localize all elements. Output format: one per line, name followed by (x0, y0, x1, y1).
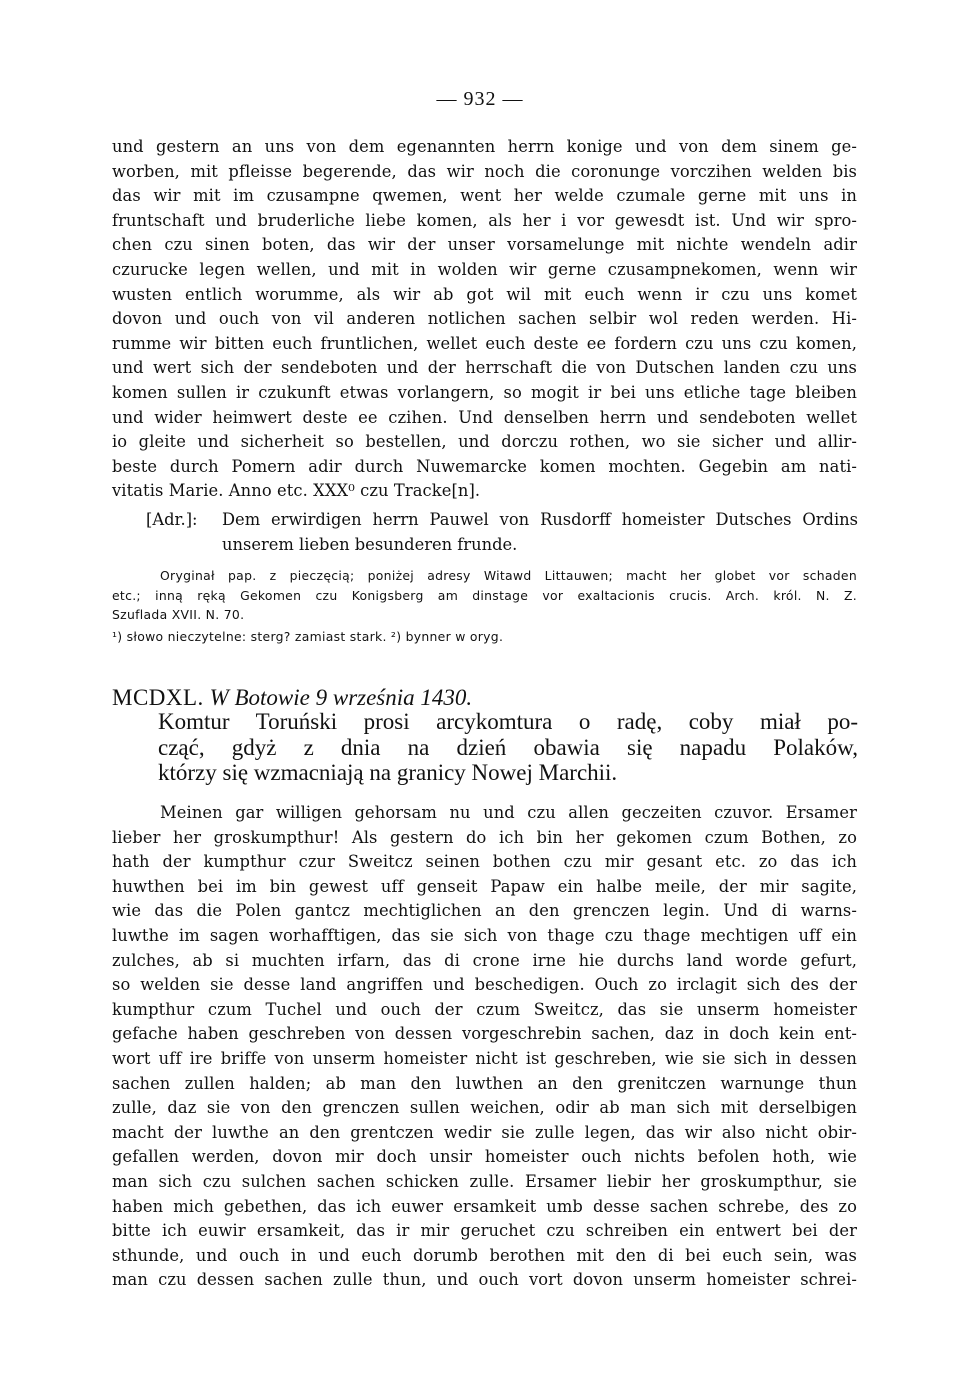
text-line: beste durch Pomern adir durch Nuwemarcke komen mochten. Gegebin am nati- (112, 456, 857, 476)
text-line: fruntschaft und bruderliche liebe komen, als her i vor gewesdt ist. Und wir spro- (112, 210, 857, 230)
summary-line: którzy się wzmacniają na granicy Nowej Marchii. (158, 760, 618, 785)
source-note (112, 566, 857, 625)
text-line: czurucke legen wellen, und mit in wolden wir gerne czusampnekomen, wenn wir (112, 259, 857, 279)
text-line: und wert sich der sendeboten und der herrschaft die von Dutschen landen czu uns (112, 358, 857, 378)
text-line: worben, mit pfleisse begerende, das wir noch die coronunge vorczihen welden bis (112, 161, 857, 181)
address-line: Dem erwirdigen herrn Pauwel von Rusdorff homeister Dutsches Ordins (222, 510, 858, 529)
text-line: hath der kumpthur czur Sweitcz seinen bothen czu mir gesant etc. zo das ich (112, 852, 857, 872)
note-line: etc.; inną ręką Gekomen czu Konigsberg am dinstage vor exaltacionis crucis. Arch. król. N. Z. (112, 587, 857, 603)
address-line: unserem lieben besunderen frunde. (222, 534, 518, 554)
text-line: kumpthur czum Tuchel und ouch der czum Sweitcz, das sie unserm homeister (112, 999, 857, 1019)
text-line: komen sullen ir czukunft etwas vorlangern, so mogit ir bei uns etliche tage bleiben (112, 382, 857, 402)
text-line: chen czu sinen boten, das wir der unser vorsamelunge mit nichte wendeln adir (112, 235, 857, 255)
text-line: lieber her groskumpthur! Als gestern do ich bin her gekomen czum Bothen, zo (112, 827, 857, 847)
footnote-line: ¹) słowo nieczytelne: sterg? zamiast stark. ²) bynner w oryg. (112, 629, 504, 644)
note-line: Szuflada XVII. N. 70. (112, 607, 245, 622)
text-line: bitte ich euwir ersamkeit, das ir mir geruchet czu schreiben ein entwert bei der (112, 1221, 857, 1241)
text-line: luwthe im sagen worhafftigen, das sie sich von thage czu thage mechtigen uff ein (112, 925, 857, 945)
footnotes (112, 627, 857, 647)
text-line: haben mich gebethen, das ich euwer ersamkeit umb desse sachen schrebe, des zo (112, 1196, 857, 1216)
document-number: MCDXL. (112, 685, 204, 710)
text-line: macht der luwthe an den grentczen wedir sie zulle legen, das wir also nicht obir- (112, 1122, 857, 1142)
document-place-date: W Botowie 9 września 1430. (209, 685, 473, 710)
text-line: so welden sie desse land angriffen und beschedigen. Ouch zo irclagit sich des der (112, 975, 857, 995)
note-line: Oryginał pap. z pieczęcią; poniżej adresy Witawd Littauwen; macht her globet vor schaden (160, 568, 857, 583)
text-line: zulches, ab si muchten irfarn, das di crone irne hie durchs land worde gefurt, (112, 950, 857, 970)
text-line: rumme wir bitten euch fruntlichen, wellet euch deste ee fordern czu uns czu komen, (112, 333, 857, 353)
text-line: sachen zullen halden; ab man den luwthen an den grenitczen warnunge thun (112, 1073, 857, 1093)
text-line: Meinen gar willigen gehorsam nu und czu allen geczeiten czuvor. Ersamer (160, 803, 857, 822)
text-line: man sich czu sulchen sachen schicken zulle. Ersamer liebir her groskumpthur, sie (112, 1171, 857, 1191)
document-heading (112, 684, 872, 711)
text-line: io gleite und sicherheit so bestellen, und dorczu rothen, wo sie sicher und allir- (112, 432, 857, 452)
text-line: sthunde, und ouch in und euch dorumb berothen mit den di bei euch sein, was (112, 1245, 857, 1265)
text-line: wie das die Polen gantcz mechtiglichen an den grenczen legin. Und di warns- (112, 901, 857, 921)
page-number: — 932 — (436, 88, 524, 110)
text-line: wusten entlich worumme, als wir ab got wil mit euch wenn ir czu uns komet (112, 284, 857, 304)
text-line: und wider heimwert deste ee czihen. Und denselben herrn und sendeboten wellet (112, 407, 857, 427)
text-line: huwthen bei im bin gewest uff genseit Papaw ein halbe meile, der mir sagite, (112, 876, 857, 896)
text-line: dovon und ouch von vil anderen notlichen sachen selbir wol reden werden. Hi- (112, 309, 857, 329)
document-summary (158, 709, 858, 786)
summary-line: Komtur Toruński prosi arcykomtura o radę, coby miał po- (158, 709, 858, 734)
text-line: zulle, daz sie von den grenczen sullen weichen, odir ab man sich mit derselbigen (112, 1098, 857, 1118)
document-body (112, 801, 857, 1293)
address-label: [Adr.]: (146, 510, 198, 529)
text-line: das wir mit im czusampne qwemen, went her welde czumale gerne mit uns in (112, 186, 857, 206)
text-line: gefache haben geschreben von dessen vorgeschrebin sachen, daz in doch kein ent- (112, 1024, 857, 1044)
text-line: wort uff ire briffe von unserm homeister nicht ist geschreben, wie sie sich in dessen (112, 1048, 857, 1068)
address-text (222, 508, 858, 557)
letter-body (112, 135, 857, 504)
text-line: gefallen werden, dovon mir doch unsir homeister ouch nichts befolen hoth, wie (112, 1147, 857, 1167)
text-line: man czu dessen sachen zulle thun, und ouch vort dovon unserm homeister schrei- (112, 1270, 857, 1290)
text-line: und gestern an uns von dem egenannten herrn konige und von dem sinem ge- (112, 137, 857, 156)
text-line: vitatis Marie. Anno etc. XXX⁰ czu Tracke[n]. (112, 481, 481, 501)
summary-line: cząć, gdyż z dnia na dzień obawia się napadu Polaków, (158, 734, 858, 760)
